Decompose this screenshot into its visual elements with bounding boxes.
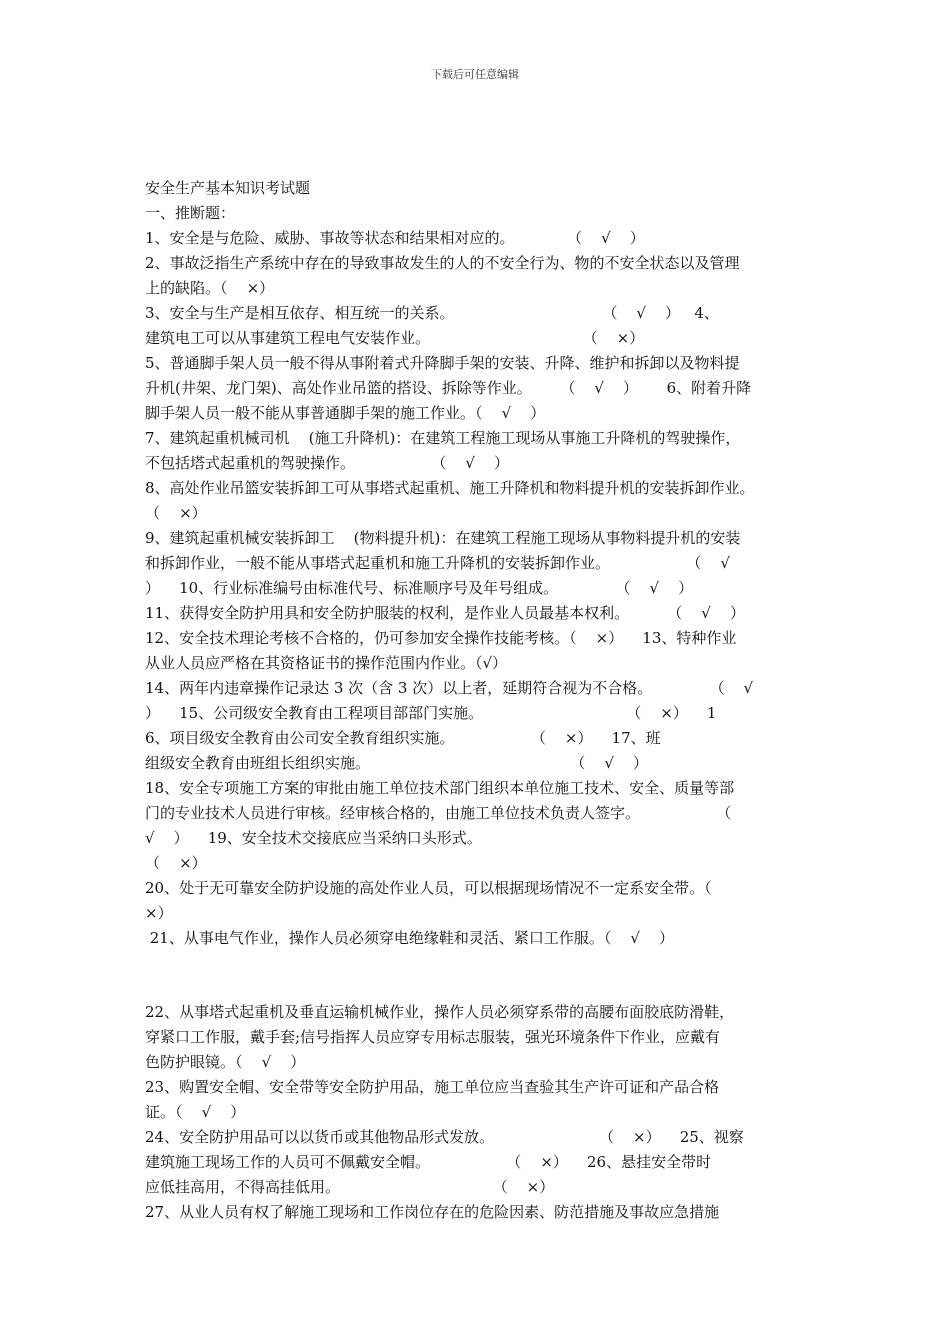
text-line: 升机(井架、龙门架)、高处作业吊篮的搭设、拆除等作业。 （ √ ） 6、附着升降: [145, 379, 752, 397]
paragraph-gap: [145, 951, 820, 1000]
text-line: 18、安全专项施工方案的审批由施工单位技术部门组织本单位施工技术、安全、质量等部: [145, 779, 735, 797]
text-line: 建筑施工现场工作的人员可不佩戴安全帽。 （ ×） 26、悬挂安全带时: [145, 1153, 712, 1171]
text-line: 14、两年内违章操作记录达 3 次（含 3 次）以上者，延期符合视为不合格。 （ √: [145, 679, 754, 697]
text-line: 3、安全与生产是相互依存、相互统一的关系。 （ √ ） 4、: [145, 304, 719, 322]
text-line: 5、普通脚手架人员一般不得从事附着式升降脚手架的安装、升降、维护和拆卸以及物料提: [145, 354, 740, 372]
text-line: 色防护眼镜。（ √ ）: [145, 1053, 306, 1071]
text-line: 11、获得安全防护用具和安全防护服装的权利，是作业人员最基本权利。 （ √ ）: [145, 604, 745, 622]
text-line: ） 15、公司级安全教育由工程项目部部门实施。 （ ×） 1: [145, 704, 717, 722]
text-line: 24、安全防护用品可以以货币或其他物品形式发放。 （ ×） 25、视察: [145, 1128, 744, 1146]
text-line: 12、安全技术理论考核不合格的，仍可参加安全操作技能考核。（ ×） 13、特种作业: [145, 629, 737, 647]
text-line: 上的缺陷。（ ×）: [145, 279, 275, 297]
text-line: 1、安全是与危险、威胁、事故等状态和结果相对应的。 （ √ ）: [145, 229, 645, 247]
text-line: 门的专业技术人员进行审核。经审核合格的，由施工单位技术负责人签字。 （: [145, 804, 732, 822]
text-line: 和拆卸作业，一般不能从事塔式起重机和施工升降机的安装拆卸作业。 （ √: [145, 554, 730, 572]
text-line: 21、从事电气作业，操作人员必须穿电绝缘鞋和灵活、紧口工作服。（ √ ）: [145, 929, 675, 947]
text-line: ×）: [145, 904, 173, 922]
text-line: 8、高处作业吊篮安装拆卸工可从事塔式起重机、施工升降机和物料提升机的安装拆卸作业。: [145, 479, 755, 497]
text-line: 9、建筑起重机械安装拆卸工 (物料提升机)：在建筑工程施工现场从事物料提升机的安装: [145, 529, 741, 547]
exam-content: [145, 176, 820, 1225]
text-line: 20、处于无可靠安全防护设施的高处作业人员，可以根据现场情况不一定系安全带。（: [145, 879, 712, 897]
text-line: （ ×）: [145, 854, 207, 872]
text-line: 不包括塔式起重机的驾驶操作。 （ √ ）: [145, 454, 509, 472]
text-line: 7、建筑起重机械司机 (施工升降机)：在建筑工程施工现场从事施工升降机的驾驶操作，: [145, 429, 741, 447]
text-line: 穿紧口工作服，戴手套;信号指挥人员应穿专用标志服装，强光环境条件下作业，应戴有: [145, 1028, 721, 1046]
text-line: 23、购置安全帽、安全带等安全防护用品，施工单位应当查验其生产许可证和产品合格: [145, 1078, 720, 1096]
section-heading: 一、推断题：: [145, 204, 236, 222]
text-line: 组级安全教育由班组长组织实施。 （ √ ）: [145, 754, 648, 772]
page-header: 下载后可任意编辑: [431, 68, 519, 81]
text-line: 从业人员应严格在其资格证书的操作范围内作业。（√）: [145, 654, 508, 672]
text-line: 6、项目级安全教育由公司安全教育组织实施。 （ ×） 17、班: [145, 729, 661, 747]
text-line: 建筑电工可以从事建筑工程电气安装作业。 （ ×）: [145, 329, 645, 347]
text-line: 脚手架人员一般不能从事普通脚手架的施工作业。（ √ ）: [145, 404, 546, 422]
text-line: ） 10、行业标准编号由标准代号、标准顺序号及年号组成。 （ √ ）: [145, 579, 694, 597]
text-line: 2、事故泛指生产系统中存在的导致事故发生的人的不安全行为、物的不安全状态以及管理: [145, 254, 740, 272]
doc-title: 安全生产基本知识考试题: [145, 179, 311, 197]
text-line: 22、从事塔式起重机及垂直运输机械作业，操作人员必须穿系带的高腰布面胶底防滑鞋，: [145, 1003, 735, 1021]
text-line: 证。（ √ ）: [145, 1103, 246, 1121]
text-line: （ ×）: [145, 504, 207, 522]
text-line: 应低挂高用，不得高挂低用。 （ ×）: [145, 1178, 555, 1196]
text-line: 27、从业人员有权了解施工现场和工作岗位存在的危险因素、防范措施及事故应急措施: [145, 1203, 720, 1221]
text-line: √ ） 19、安全技术交接底应当采纳口头形式。: [145, 829, 482, 847]
